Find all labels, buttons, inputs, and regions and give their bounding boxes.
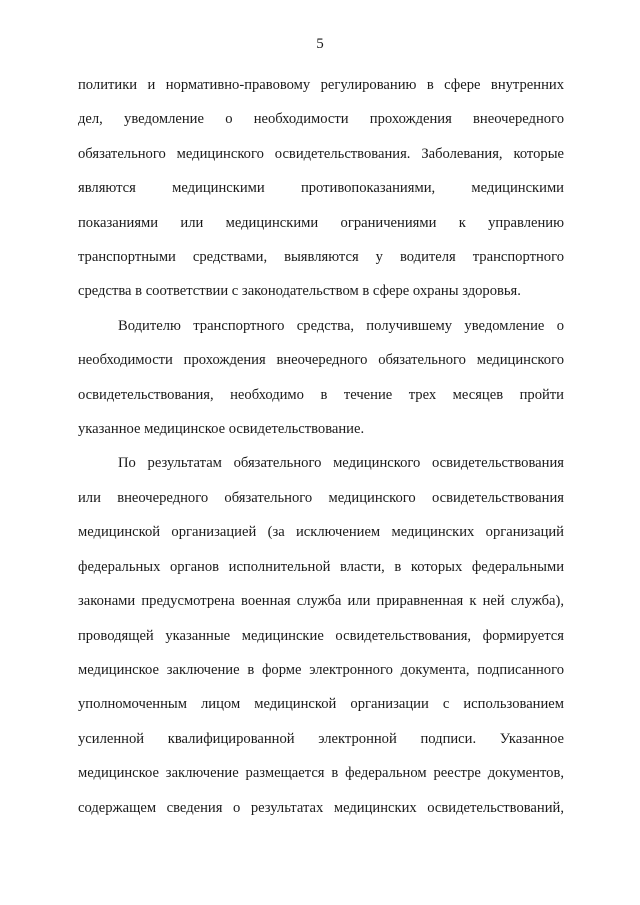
text-line: указанное медицинское освидетельствование. (78, 421, 365, 438)
text-line: По результатам обязательного медицинского освидетельствования (118, 455, 564, 472)
document-body (78, 68, 564, 825)
text-line: необходимости прохождения внеочередного обязательного медицинского (78, 352, 564, 369)
text-line: проводящей указанные медицинские освидетельствования, формируется (78, 627, 564, 644)
text-line: медицинской организацией (за исключением медицинских организаций (78, 524, 564, 541)
text-line: обязательного медицинского освидетельствования. Заболевания, которые (78, 145, 564, 162)
text-line: или внеочередного обязательного медицинского освидетельствования (78, 489, 564, 506)
paragraph-1 (78, 68, 564, 309)
text-line: медицинское заключение в форме электронного документа, подписанного (78, 661, 564, 678)
text-line: дел, уведомление о необходимости прохождения внеочередного (78, 111, 564, 128)
paragraph-3 (78, 446, 564, 824)
text-line: федеральных органов исполнительной власти, в которых федеральными (78, 558, 564, 575)
paragraph-2 (78, 309, 564, 447)
text-line: уполномоченным лицом медицинской организации с использованием (78, 696, 564, 713)
text-line: показаниями или медицинскими ограничениями к управлению (78, 214, 564, 231)
text-line: транспортными средствами, выявляются у водителя транспортного (78, 249, 564, 266)
text-line: медицинское заключение размещается в федеральном реестре документов, (78, 765, 564, 782)
text-line: освидетельствования, необходимо в течение трех месяцев пройти (78, 386, 564, 403)
page-number: 5 (316, 36, 324, 52)
text-line: являются медицинскими противопоказаниями, медицинскими (78, 180, 564, 197)
text-line: Водителю транспортного средства, получившему уведомление о (118, 317, 564, 334)
text-line: усиленной квалифицированной электронной подписи. Указанное (78, 730, 564, 747)
text-line: средства в соответствии с законодательством в сфере охраны здоровья. (78, 283, 521, 300)
text-line: законами предусмотрена военная служба или приравненная к ней служба), (78, 593, 564, 610)
text-line: содержащем сведения о результатах медицинских освидетельствований, (78, 799, 564, 816)
text-line: политики и нормативно-правовому регулированию в сфере внутренних (78, 77, 564, 93)
